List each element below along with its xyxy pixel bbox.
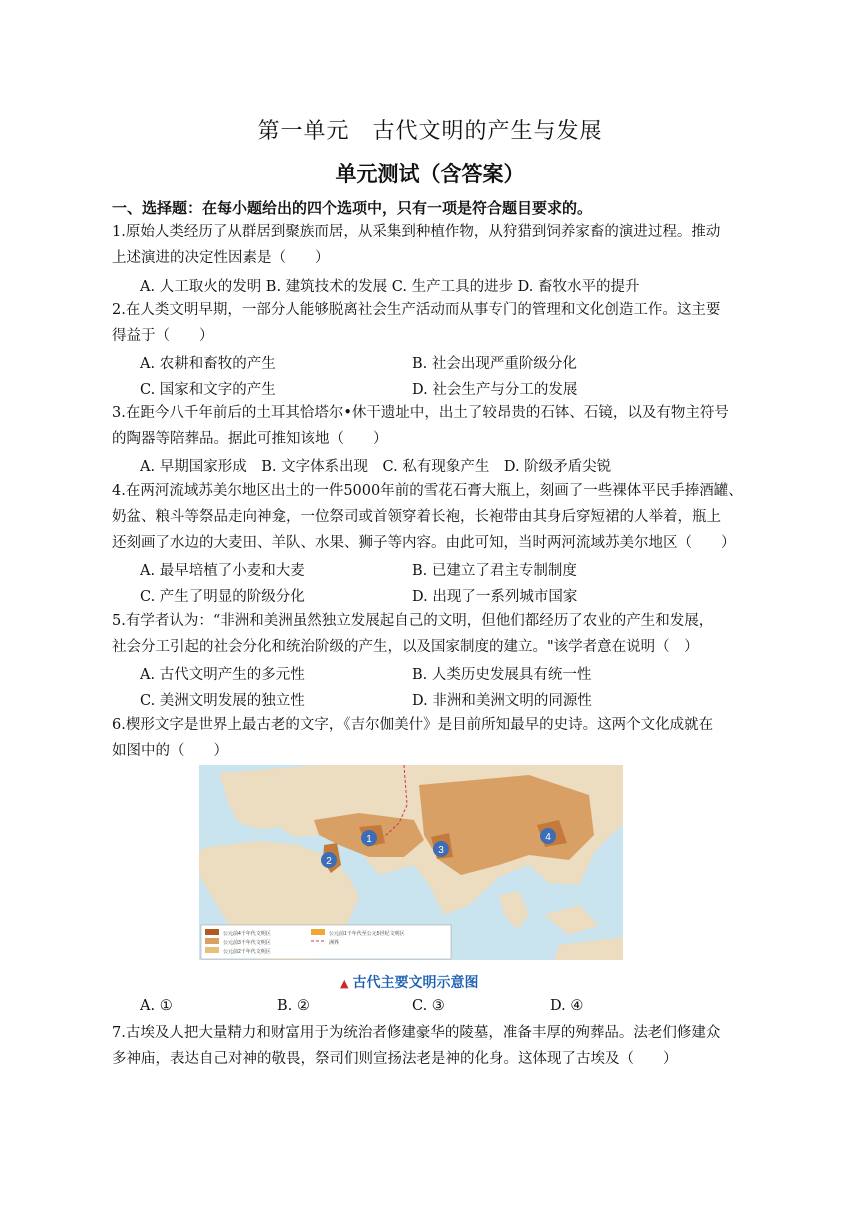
map-caption <box>340 972 478 992</box>
q1-line1: 1.原始人类经历了从群居到聚族而居，从采集到种植作物，从狩猎到饲养家畜的演进过程。推动 <box>112 224 721 240</box>
q2-line1: 2.在人类文明早期，一部分人能够脱离社会生产活动而从事专门的管理和文化创造工作。这主要 <box>112 302 721 318</box>
q4-option-d: D. 出现了一系列城市国家 <box>412 589 578 605</box>
q6-option-d: D. ④ <box>550 998 584 1014</box>
q3-options: A. 早期国家形成 B. 文字体系出现 C. 私有现象产生 D. 阶级矛盾尖锐 <box>140 459 612 475</box>
page-title: 第一单元 古代文明的产生与发展 <box>257 119 603 144</box>
q2-option-c: C. 国家和文字的产生 <box>140 382 276 398</box>
marker-1 <box>361 830 377 846</box>
marker-4 <box>540 828 556 844</box>
q6-option-a: A. ① <box>140 998 173 1014</box>
map-legend <box>201 925 451 959</box>
svg-text:公元前3千年代文明区: 公元前3千年代文明区 <box>223 940 271 946</box>
q2-option-d: D. 社会生产与分工的发展 <box>412 382 578 398</box>
q4-option-c: C. 产生了明显的阶级分化 <box>140 589 305 605</box>
svg-text:1: 1 <box>366 834 372 845</box>
q5-option-b: B. 人类历史发展具有统一性 <box>412 667 592 683</box>
q2-line2: 得益于（ ） <box>112 328 214 344</box>
q4-option-b: B. 已建立了君主专制制度 <box>412 563 577 579</box>
q3-line1: 3.在距今八千年前后的土耳其恰塔尔•休干遗址中，出土了较昂贵的石钵、石镜，以及有物主符号 <box>112 405 729 421</box>
q4-line3: 还刻画了水边的大麦田、羊队、水果、狮子等内容。由此可知，当时两河流域苏美尔地区（ ） <box>112 535 736 551</box>
q3-line2: 的陶器等陪葬品。据此可推知该地（ ） <box>112 431 388 447</box>
svg-text:公元前2千年代文明区: 公元前2千年代文明区 <box>223 949 271 955</box>
q2-option-b: B. 社会出现严重阶级分化 <box>412 356 577 372</box>
marker-3 <box>433 841 449 857</box>
q1-line2: 上述演进的决定性因素是（ ） <box>112 250 330 266</box>
q6-line1: 6.楔形文字是世界上最古老的文字，《吉尔伽美什》是目前所知最早的史诗。这两个文化成就在 <box>112 717 714 733</box>
q5-option-a: A. 古代文明产生的多元性 <box>140 667 305 683</box>
q7-line2: 多神庙，表达自己对神的敬畏，祭司们则宣扬法老是神的化身。这体现了古埃及（ ） <box>112 1051 678 1067</box>
q4-line2: 奶盆、粮斗等祭品走向神龛，一位祭司或首领穿着长袍，长袍带由其身后穿短裙的人举着，瓶上 <box>112 509 721 525</box>
q5-option-c: C. 美洲文明发展的独立性 <box>140 693 305 709</box>
q4-line1: 4.在两河流域苏美尔地区出土的一件5000年前的雪花石膏大瓶上，刻画了一些裸体平民手捧酒罐、 <box>112 483 743 499</box>
q5-line1: 5.有学者认为：“非洲和美洲虽然独立发展起自己的文明，但他们都经历了农业的产生和发展， <box>112 613 714 629</box>
marker-2 <box>321 852 337 868</box>
q2-option-a: A. 农耕和畜牧的产生 <box>140 356 276 372</box>
svg-text:4: 4 <box>545 832 551 843</box>
q5-option-d: D. 非洲和美洲文明的同源性 <box>412 693 592 709</box>
q6-line2: 如图中的（ ） <box>112 743 228 759</box>
q6-option-c: C. ③ <box>412 998 445 1014</box>
triangle-icon: ▲ <box>340 977 349 990</box>
svg-text:2: 2 <box>326 856 332 867</box>
q5-line2: 社会分工引起的社会分化和统治阶级的产生，以及国家制度的建立。"该学者意在说明（ ） <box>112 639 699 655</box>
q7-line1: 7.古埃及人把大量精力和财富用于为统治者修建豪华的陵墓，准备丰厚的殉葬品。法老们修建众 <box>112 1025 721 1041</box>
svg-text:公元前1千年代至公元5世纪文明区: 公元前1千年代至公元5世纪文明区 <box>329 931 405 937</box>
map-caption-text: 古代主要文明示意图 <box>352 975 479 991</box>
svg-text:公元前4千年代文明区: 公元前4千年代文明区 <box>223 931 271 937</box>
q6-option-b: B. ② <box>277 998 310 1014</box>
svg-text:3: 3 <box>438 845 444 856</box>
q1-options: A. 人工取火的发明 B. 建筑技术的发展 C. 生产工具的进步 D. 畜牧水平的提升 <box>140 279 640 295</box>
section-heading: 一、选择题：在每小题给出的四个选项中，只有一项是符合题目要求的。 <box>112 199 593 217</box>
svg-text:洲界: 洲界 <box>329 940 340 946</box>
q4-option-a: A. 最早培植了小麦和大麦 <box>140 563 305 579</box>
ancient-civilizations-map <box>199 765 623 960</box>
page-subtitle: 单元测试（含答案） <box>335 162 525 186</box>
